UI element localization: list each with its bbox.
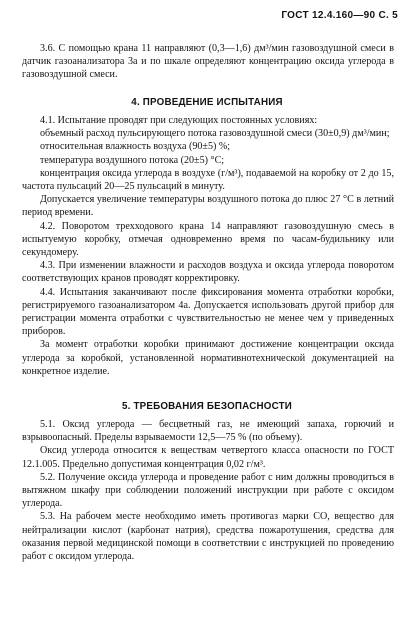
section-4-heading: 4. ПРОВЕДЕНИЕ ИСПЫТАНИЯ [131,97,283,108]
condition-humidity: относительная влажность воздуха (90±5) %; [40,141,231,153]
paragraph-danger-class: Оксид углерода относится к веществам четвертого класса опасности по ГОСТ 12.1.005. Предельно допустимая концентрация 0,02 г/м³. [22,445,394,470]
paragraph-4-3: 4.3. При изменении влажности и расходов воздуха и оксида углерода поворотом соответствующих кранов проводят корректировку. [22,260,394,285]
paragraph-4-2: 4.2. Поворотом трехходового крана 14 направляют газовоздушную смесь в испытуемую коробку, отмечая одновременно время по часам-будильнику или секундомеру. [22,220,394,259]
paragraph-moment: За момент отработки коробки принимают достижение концентрации оксида углерода за коробкой, установленной нормативнотехнической документацией на конкретное изделие. [22,339,394,377]
section-5-heading: 5. ТРЕБОВАНИЯ БЕЗОПАСНОСТИ [121,401,293,412]
paragraph-5-1: 5.1. Оксид углерода — бесцветный газ, не имеющий запаха, горючий и взрывоопасный. Пределы взрываемости 12,5—75 % (по объему). [22,419,394,444]
section-4-body [22,114,394,378]
condition-flow: объемный расход пульсирующего потока газовоздушной смеси (30±0,9) дм³/мин; [40,128,390,140]
page-header: ГОСТ 12.4.160—90 С. 5 [281,10,398,21]
section-5-body [22,418,394,563]
paragraph-4-4: 4.4. Испытания заканчивают после фиксирования момента отработки коробки, регистрируемого газоанализатором 4а. Допускается использовать другой прибор для регистрации момента отработки с чувствительностью не менее чем у приведенных приборов. [22,286,394,338]
paragraph-3-6: 3.6. С помощью крана 11 направляют (0,3—1,6) дм³/мин газовоздушной смеси в датчик газоанализатора 3а и по шкале определяют концентрацию оксида углерода в газовоздушной смеси. [22,43,394,81]
paragraph-4-1: 4.1. Испытание проводят при следующих постоянных условиях: [40,115,318,126]
paragraph-5-3: 5.3. На рабочем месте необходимо иметь противогаз марки СО, вещество для нейтрализации кислот (карбонат натрия), средства пожаротушения, средства для оказания первой медицинской помощи в соответствии с инструкцией по проведению работ с оксидом углерода. [22,511,394,563]
paragraph-temperature-allowance: Допускается увеличение температуры воздушного потока до плюс 27 °С в летний период времени. [22,194,394,219]
condition-temperature: температура воздушного потока (20±5) °С; [40,154,225,166]
paragraph-5-2: 5.2. Получение оксида углерода и проведение работ с ним должны проводиться в вытяжном шкафу при соблюдении положений инструкции при работе с оксидом углерода. [22,471,394,510]
condition-concentration: концентрация оксида углерода в воздухе (г/м³), подаваемой на коробку от 2 до 15, частота пульсаций 20—25 пульсаций в минуту. [22,167,394,193]
paragraph-3-6-block [22,42,394,82]
